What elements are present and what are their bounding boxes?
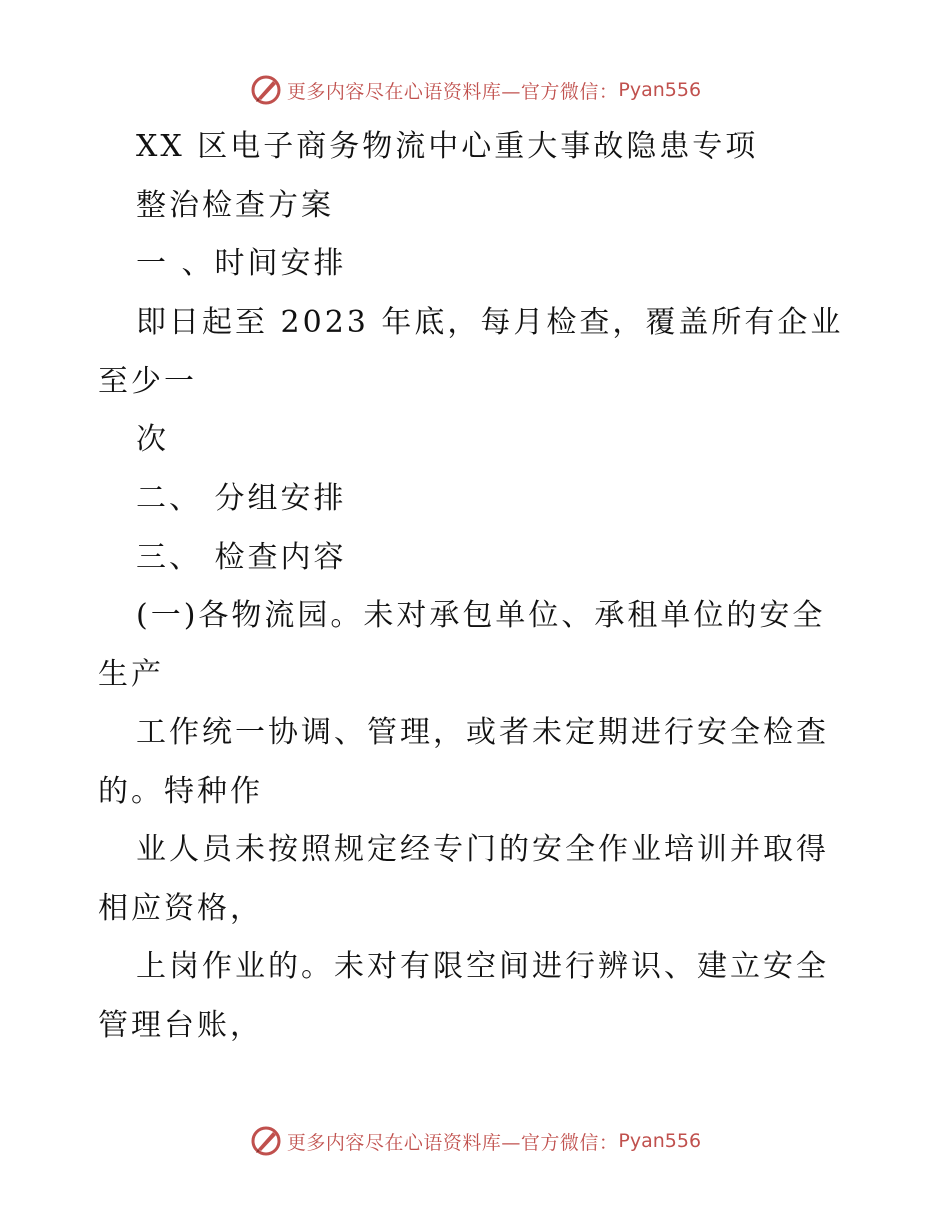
paragraph-confined-space-line-2: 管理台账，	[98, 1008, 263, 1043]
section-heading-schedule: 一 、时间安排	[136, 246, 347, 281]
paragraph-training-line-2: 相应资格，	[98, 891, 263, 926]
document-title-line-1: XX 区电子商务物流中心重大事故隐患专项	[136, 129, 759, 164]
section-heading-groups: 二、 分组安排	[136, 481, 347, 516]
paragraph-training-line-1: 业人员未按照规定经专门的安全作业培训并取得	[136, 832, 829, 867]
paragraph-schedule-line-1: 即日起至 2023 年底，每月检查，覆盖所有企业	[136, 305, 844, 340]
paragraph-coordination-line-1: 工作统一协调、管理，或者未定期进行安全检查	[136, 715, 829, 750]
paragraph-logistics-line-1: (一)各物流园。未对承包单位、承租单位的安全	[136, 598, 826, 633]
paragraph-coordination-line-2: 的。特种作	[98, 774, 263, 809]
document-title-line-2: 整治检查方案	[136, 188, 334, 223]
footer-watermark	[0, 1121, 950, 1161]
header-watermark	[0, 70, 950, 110]
watermark-wechat-id: Pyan556	[618, 79, 702, 101]
watermark-text: 更多内容尽在心语资料库—官方微信：	[286, 80, 619, 103]
paragraph-logistics-line-2: 生产	[98, 657, 164, 692]
paragraph-schedule-line-3: 次	[136, 422, 169, 457]
watermark-text: 更多内容尽在心语资料库—官方微信：	[286, 1131, 619, 1154]
watermark-wechat-id: Pyan556	[618, 1130, 702, 1152]
paragraph-confined-space-line-1: 上岗作业的。未对有限空间进行辨识、建立安全	[136, 949, 829, 984]
quill-pen-circle-icon	[249, 1124, 283, 1158]
paragraph-schedule-line-2: 至少一	[98, 364, 197, 399]
quill-pen-circle-icon	[249, 73, 283, 107]
section-heading-content: 三、 检查内容	[136, 540, 347, 575]
